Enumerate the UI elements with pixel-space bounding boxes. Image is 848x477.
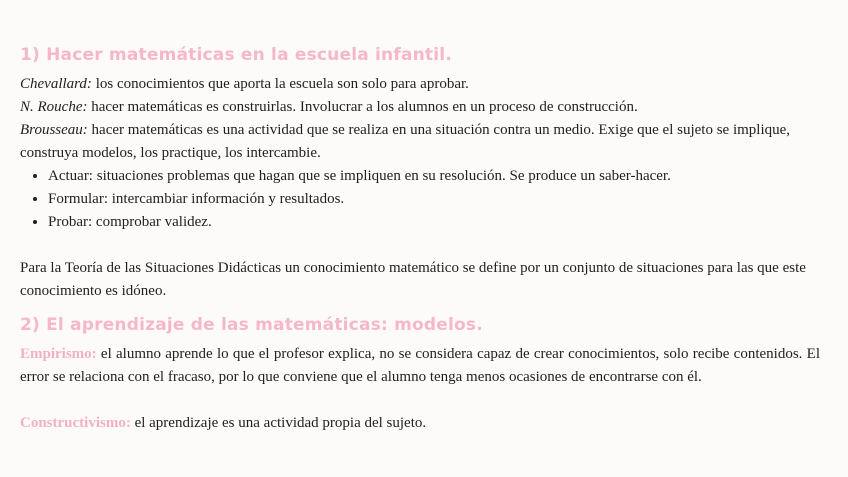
empirismo-term: Empirismo: [20, 346, 97, 362]
constructivismo-paragraph [20, 412, 820, 435]
empirismo-text: el alumno aprende lo que el profesor explica, no se considera capaz de crear conocimientos, solo recibe contenidos. El error se relaciona con el fracaso, por lo que conviene que el alumno tenga menos ocasiones de encontrarse con él. [20, 346, 820, 385]
constructivismo-text: el aprendizaje es una actividad propia del sujeto. [130, 415, 427, 431]
spacer [20, 234, 820, 257]
bullet-item-formular: • Formular: intercambiar información y resultados. [48, 188, 820, 211]
rouche-text: hacer matemáticas es construirlas. Involucrar a los alumnos en un proceso de construcción. [87, 99, 638, 115]
tsd-paragraph: Para la Teoría de las Situaciones Didácticas un conocimiento matemático se define por un conjunto de situaciones para las que este conocimiento es idóneo. [20, 260, 806, 299]
bullet-item-actuar: • Actuar: situaciones problemas que hagan que se impliquen en su resolución. Se produce un saber-hacer. [48, 165, 820, 188]
constructivismo-term: Constructivismo: [20, 415, 131, 431]
brousseau-text: hacer matemáticas es una actividad que se realiza en una situación contra un medio. Exige que el sujeto se implique, construya modelos, los practique, los intercambie. [20, 122, 791, 161]
document-page [20, 42, 820, 435]
brousseau-line [20, 119, 820, 165]
bullet-list [20, 165, 820, 234]
section-2-heading: 2) El aprendizaje de las matemáticas: modelos. [20, 315, 483, 335]
rouche-author: N. Rouche: [20, 99, 88, 115]
bullet-item-probar: • Probar: comprobar validez. [48, 211, 820, 234]
chevallard-line [20, 73, 820, 96]
chevallard-author: Chevallard: [20, 76, 92, 92]
rouche-line [20, 96, 820, 119]
section-1-heading: 1) Hacer matemáticas en la escuela infantil. [20, 45, 452, 65]
brousseau-author: Brousseau: [20, 122, 88, 138]
empirismo-paragraph [20, 343, 820, 389]
chevallard-text: los conocimientos que aporta la escuela son solo para aprobar. [91, 76, 469, 92]
spacer [20, 389, 820, 412]
